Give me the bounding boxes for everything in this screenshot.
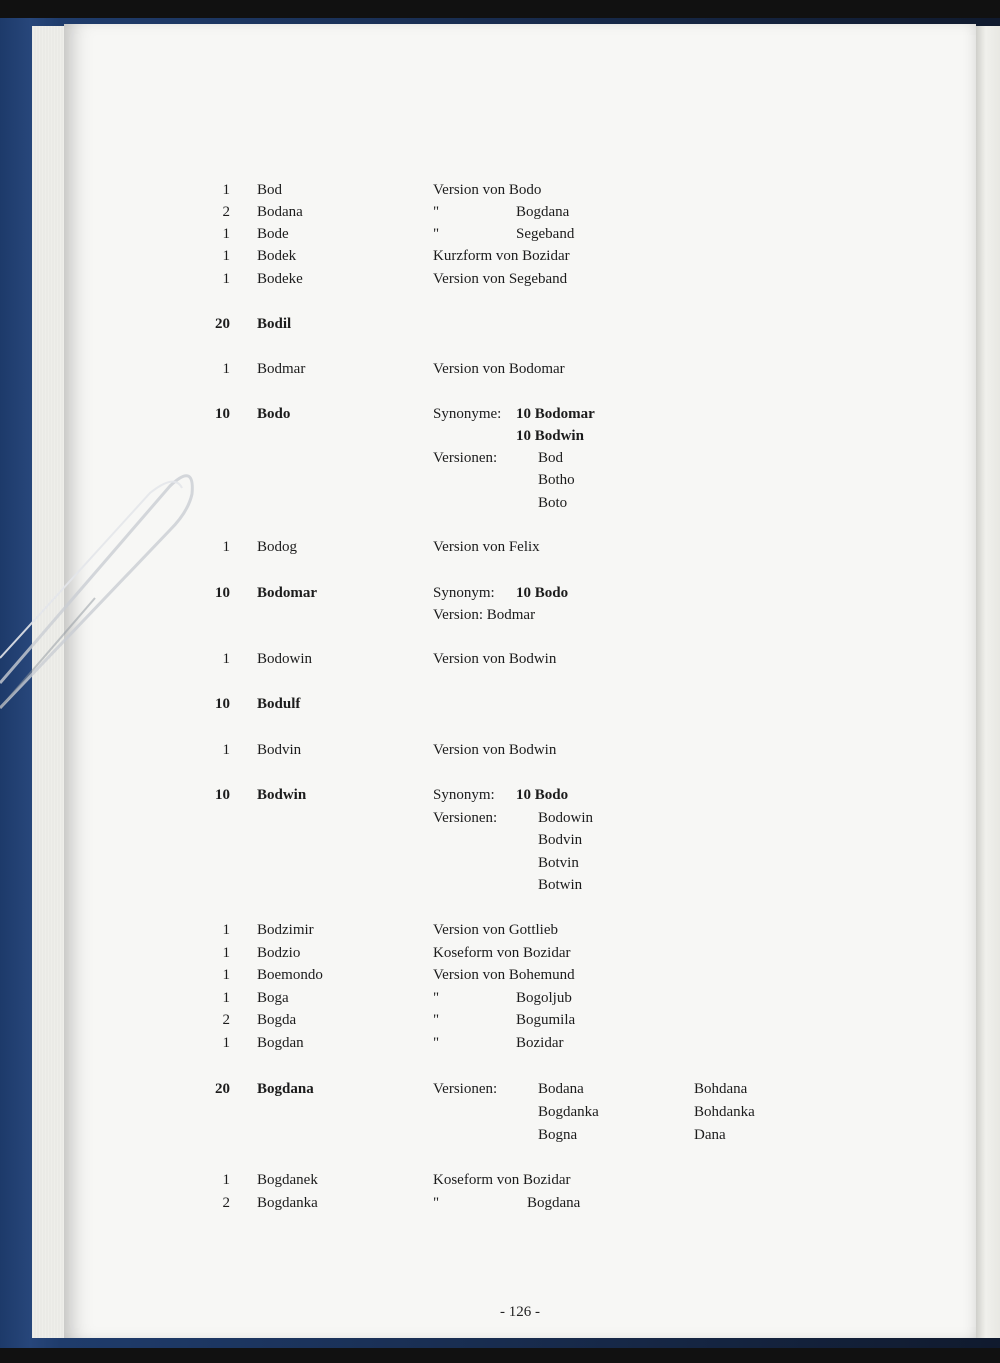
- list-item: [0, 604, 1000, 627]
- entry-name: Boemondo: [257, 967, 323, 983]
- list-item: [0, 403, 1000, 426]
- list-item: [0, 964, 1000, 987]
- entry-count: 1: [222, 1172, 230, 1188]
- entry-description: Synonyme:: [433, 406, 502, 422]
- entry-name: Bodmar: [257, 361, 306, 377]
- entry-reference: Bozidar: [516, 1035, 564, 1051]
- entry-reference: Bogumila: [516, 1012, 576, 1028]
- entry-count: 2: [222, 1012, 230, 1028]
- list-item: [0, 919, 1000, 942]
- entry-reference: Segeband: [516, 226, 575, 242]
- entry-count: 1: [222, 361, 230, 377]
- list-item: [0, 268, 1000, 291]
- list-item: [0, 852, 1000, 875]
- list-item: [0, 447, 1000, 470]
- entry-reference: Bodana: [538, 1081, 584, 1097]
- entry-count: 1: [222, 226, 230, 242]
- list-item: [0, 1101, 1000, 1124]
- list-item: [0, 1192, 1000, 1215]
- entry-name: Bogdana: [257, 1081, 314, 1097]
- entry-reference: 10 Bodomar: [516, 406, 595, 422]
- entry-description: Koseform von Bozidar: [433, 945, 571, 961]
- entry-description: Versionen:: [433, 450, 498, 466]
- entry-name: Bodog: [257, 539, 298, 555]
- list-item: [0, 313, 1000, 336]
- list-item: [0, 358, 1000, 381]
- list-item: [0, 829, 1000, 852]
- entry-count: 1: [222, 967, 230, 983]
- list-item: [0, 739, 1000, 762]
- entry-reference: Bodowin: [538, 810, 594, 826]
- entry-name: Bogda: [257, 1012, 297, 1028]
- entry-description: Synonym:: [433, 585, 495, 601]
- entry-name: Bogdanek: [257, 1172, 318, 1188]
- entry-count: 1: [222, 1035, 230, 1051]
- entry-count: 1: [222, 945, 230, 961]
- list-item: [0, 245, 1000, 268]
- entry-count: 20: [215, 316, 230, 332]
- list-item: [0, 942, 1000, 965]
- entry-name: Bodzio: [257, 945, 301, 961]
- entry-count: 1: [222, 271, 230, 287]
- entry-count: 1: [222, 990, 230, 1006]
- list-item: [0, 874, 1000, 897]
- page-number: - 126 -: [500, 1304, 540, 1320]
- list-item: [0, 648, 1000, 671]
- entry-name: Bogdan: [257, 1035, 304, 1051]
- entry-extra-version: Bohdana: [694, 1081, 748, 1097]
- list-item: [0, 1078, 1000, 1101]
- entry-reference: Botvin: [538, 855, 579, 871]
- entry-name: Bodulf: [257, 696, 301, 712]
- entry-description: Version von Bodwin: [433, 651, 557, 667]
- list-item: [0, 536, 1000, 559]
- list-item: [0, 179, 1000, 202]
- entry-description: Version von Segeband: [433, 271, 568, 287]
- entry-description: Version von Gottlieb: [433, 922, 558, 938]
- entry-count: 10: [215, 585, 230, 601]
- entry-reference: Boto: [538, 495, 568, 511]
- list-item: [0, 425, 1000, 448]
- entry-description: Version von Felix: [433, 539, 540, 555]
- entry-description: Versionen:: [433, 810, 498, 826]
- list-item: [0, 1169, 1000, 1192]
- entry-count: 1: [222, 651, 230, 667]
- entry-name: Bogdanka: [257, 1195, 318, 1211]
- entry-name: Bodomar: [257, 585, 317, 601]
- list-item: [0, 693, 1000, 716]
- entry-description: Version: Bodmar: [433, 607, 536, 623]
- entry-reference: Bogdana: [516, 204, 570, 220]
- entry-description: Version von Bohemund: [433, 967, 575, 983]
- entry-name: Bodil: [257, 316, 292, 332]
- list-item: [0, 582, 1000, 605]
- entry-name: Bodwin: [257, 787, 307, 803]
- entry-name: Boga: [257, 990, 289, 1006]
- entry-reference: Bod: [538, 450, 564, 466]
- entry-count: 10: [215, 787, 230, 803]
- entry-description: Version von Bodomar: [433, 361, 565, 377]
- list-item: [0, 784, 1000, 807]
- entry-description: ": [433, 1012, 440, 1028]
- list-item: [0, 987, 1000, 1010]
- entry-description: Version von Bodo: [433, 182, 542, 198]
- entry-reference: 10 Bodo: [516, 585, 569, 601]
- entry-reference: 10 Bodo: [516, 787, 569, 803]
- list-item: [0, 492, 1000, 515]
- entry-reference: Bogdana: [527, 1195, 581, 1211]
- entry-count: 1: [222, 539, 230, 555]
- list-item: [0, 1032, 1000, 1055]
- entry-description: Version von Bodwin: [433, 742, 557, 758]
- entry-description: ": [433, 1195, 440, 1211]
- entry-name: Bodo: [257, 406, 291, 422]
- entry-extra-version: Dana: [694, 1127, 726, 1143]
- entry-description: ": [433, 1035, 440, 1051]
- entry-count: 2: [222, 1195, 230, 1211]
- entry-name: Bode: [257, 226, 289, 242]
- list-item: [0, 1009, 1000, 1032]
- entry-reference: Bogdanka: [538, 1104, 599, 1120]
- entry-count: 20: [215, 1081, 230, 1097]
- entry-extra-version: Bohdanka: [694, 1104, 755, 1120]
- entry-count: 1: [222, 922, 230, 938]
- entry-reference: Botwin: [538, 877, 583, 893]
- entry-reference: 10 Bodwin: [516, 428, 584, 444]
- entry-count: 2: [222, 204, 230, 220]
- entry-name: Bodana: [257, 204, 303, 220]
- entry-name: Bod: [257, 182, 283, 198]
- entry-description: Koseform von Bozidar: [433, 1172, 571, 1188]
- entry-name: Bodek: [257, 248, 297, 264]
- entry-reference: Bogna: [538, 1127, 578, 1143]
- entry-name: Bodvin: [257, 742, 302, 758]
- entry-count: 1: [222, 248, 230, 264]
- entry-description: Kurzform von Bozidar: [433, 248, 570, 264]
- entry-count: 10: [215, 696, 230, 712]
- list-item: [0, 807, 1000, 830]
- entry-name: Bodzimir: [257, 922, 314, 938]
- entry-count: 10: [215, 406, 230, 422]
- entry-description: Synonym:: [433, 787, 495, 803]
- entry-description: ": [433, 226, 440, 242]
- entry-description: ": [433, 204, 440, 220]
- entry-count: 1: [222, 742, 230, 758]
- entry-reference: Botho: [538, 472, 575, 488]
- list-item: [0, 1124, 1000, 1147]
- entry-description: ": [433, 990, 440, 1006]
- entry-count: 1: [222, 182, 230, 198]
- list-item: [0, 201, 1000, 224]
- entry-name: Bodowin: [257, 651, 313, 667]
- entry-reference: Bogoljub: [516, 990, 572, 1006]
- list-item: [0, 469, 1000, 492]
- entry-name: Bodeke: [257, 271, 303, 287]
- list-item: [0, 223, 1000, 246]
- entry-reference: Bodvin: [538, 832, 583, 848]
- entry-description: Versionen:: [433, 1081, 498, 1097]
